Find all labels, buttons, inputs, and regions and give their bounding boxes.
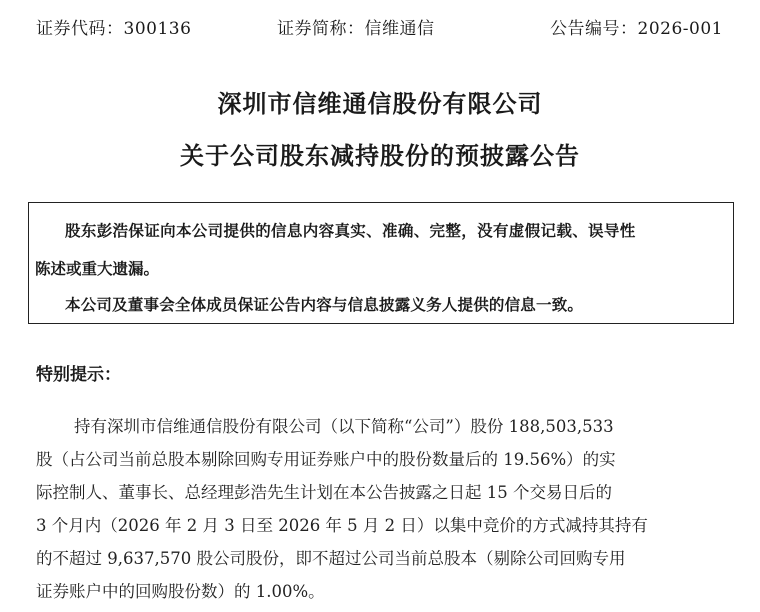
disclaimer-line: 股东彭浩保证向本公司提供的信息内容真实、准确、完整，没有虚假记载、误导性 xyxy=(65,222,636,240)
disclaimer-line: 陈述或重大遗漏。 xyxy=(35,260,160,278)
paragraph-line: 证券账户中的回购股份数）的 1.00%。 xyxy=(36,582,325,601)
special-notice-heading: 特别提示： xyxy=(36,365,121,385)
disclaimer-box xyxy=(28,202,734,324)
stock-short-name: 证券简称：信维通信 xyxy=(277,19,435,39)
paragraph-line: 股（占公司当前总股本剔除回购专用证券账户中的股份数量后的 19.56%）的实 xyxy=(36,450,616,469)
paragraph-line: 的不超过 9,637,570 股公司股份，即不超过公司当前总股本（剔除公司回购专用 xyxy=(36,549,626,568)
paragraph-line: 3 个月内（2026 年 2 月 3 日至 2026 年 5 月 2 日）以集中竞价的方式减持其持有 xyxy=(36,516,648,535)
stock-code: 证券代码：300136 xyxy=(36,19,192,39)
board-guarantee-line: 本公司及董事会全体成员保证公告内容与信息披露义务人提供的信息一致。 xyxy=(65,296,584,314)
paragraph-line: 持有深圳市信维通信股份有限公司（以下简称“公司”）股份 188,503,533 xyxy=(74,417,614,436)
announcement-title: 关于公司股东减持股份的预披露公告 xyxy=(180,142,580,170)
company-title: 深圳市信维通信股份有限公司 xyxy=(217,90,543,118)
paragraph-line: 际控制人、董事长、总经理彭浩先生计划在本公告披露之日起 15 个交易日后的 xyxy=(36,483,612,502)
announcement-number: 公告编号：2026-001 xyxy=(550,19,723,39)
